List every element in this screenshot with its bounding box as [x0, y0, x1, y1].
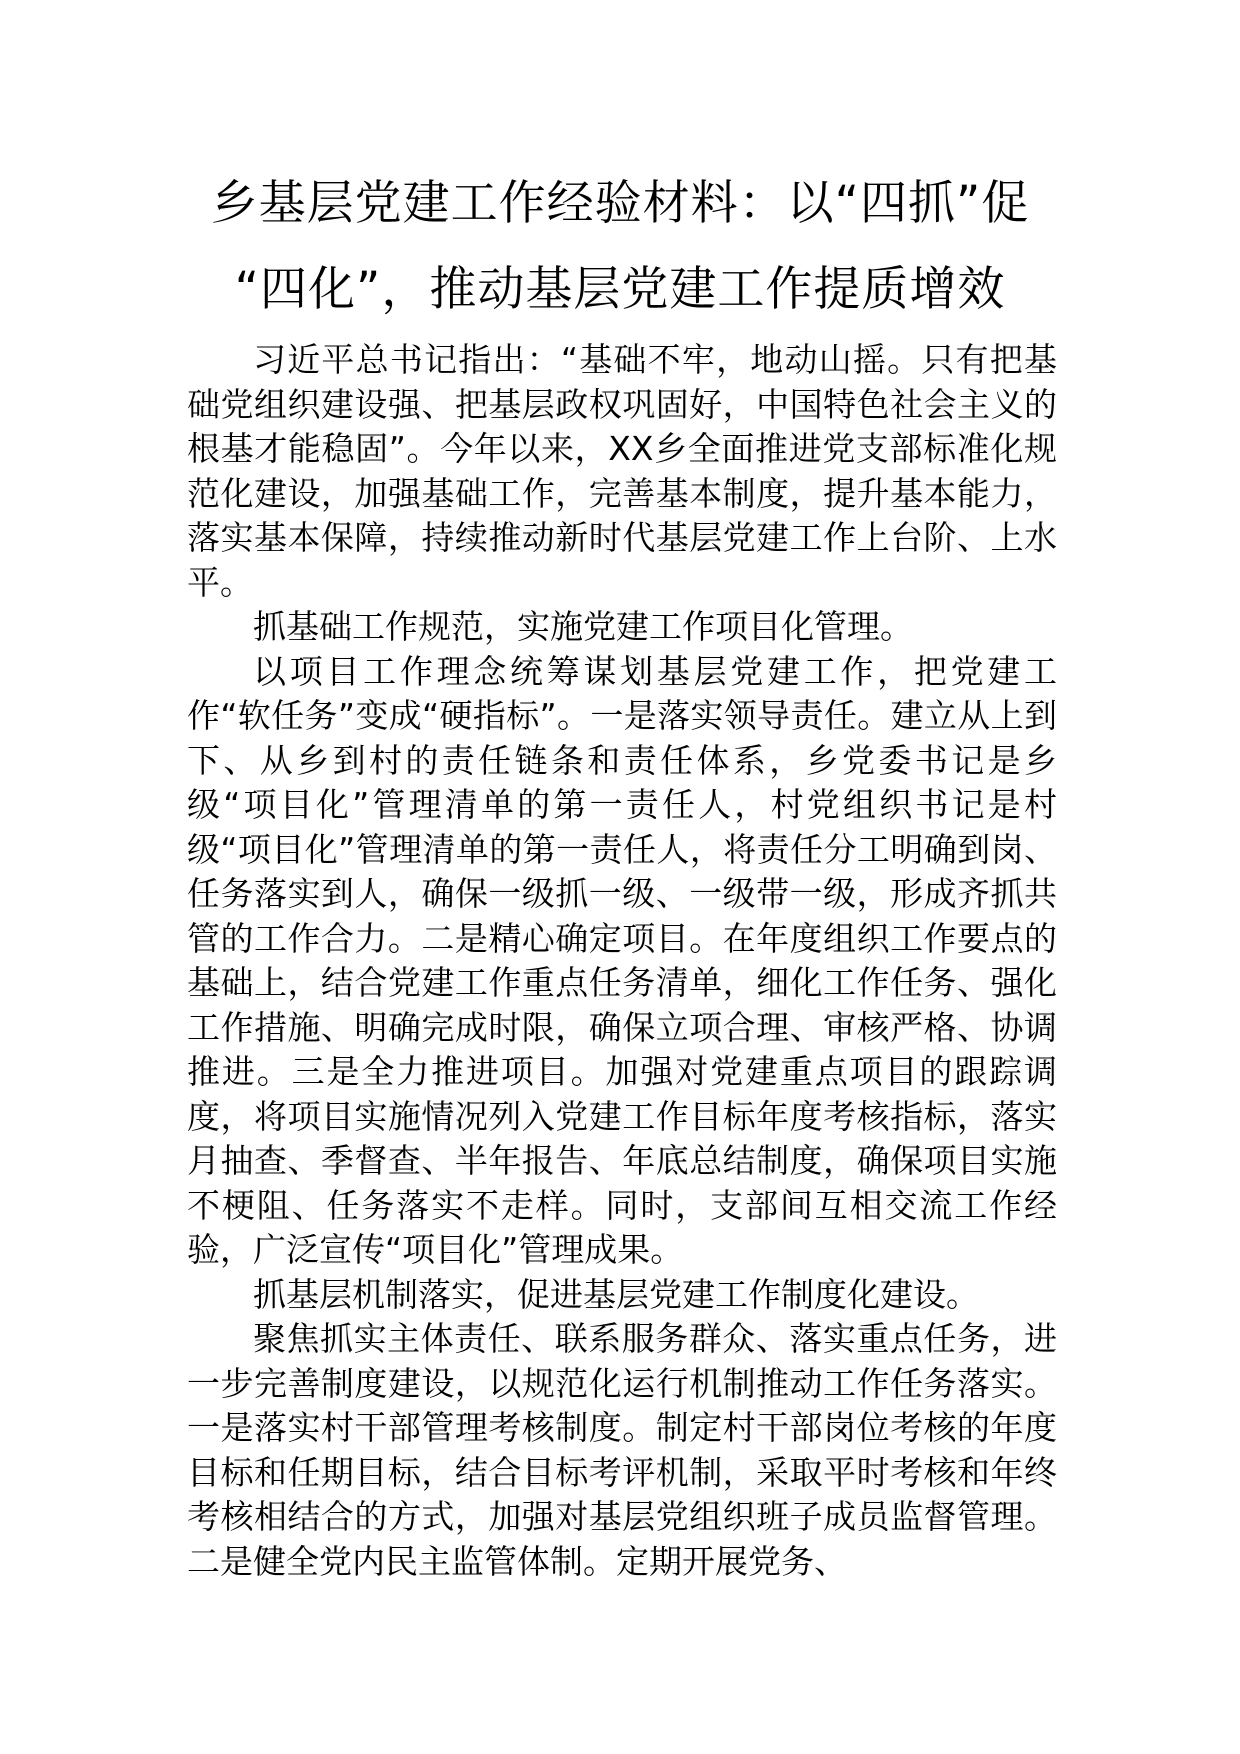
paragraph-section-2: 聚焦抓实主体责任、联系服务群众、落实重点任务，进一步完善制度建设，以规范化运行机制推动工作任务落实。一是落实村干部管理考核制度。制定村干部岗位考核的年度目标和任期目标，结合目标考评机制，采取平时考核和年终考核相结合的方式，加强对基层党组织班子成员监督管理。二是健全党内民主监管体制。定期开展党务、: [187, 1319, 1057, 1581]
section-heading-1: 抓基础工作规范，实施党建工作项目化管理。: [253, 607, 913, 646]
paragraph-intro: 习近平总书记指出：“基础不牢，地动山摇。只有把基础党组织建设强、把基层政权巩固好，中国特色社会主义的根基才能稳固”。今年以来，XX乡全面推进党支部标准化规范化建设，加强基础工作，完善基本制度，提升基本能力，落实基本保障，持续推动新时代基层党建工作上台阶、上水平。: [187, 340, 1057, 602]
document-title-line-2: “四化”，推动基层党建工作提质增效: [234, 262, 1006, 317]
document-title-line-1: 乡基层党建工作经验材料：以“四抓”促: [210, 176, 1030, 231]
section-heading-2: 抓基层机制落实，促进基层党建工作制度化建设。: [253, 1274, 979, 1314]
document-body: [187, 338, 1057, 1584]
paragraph-section-1: 以项目工作理念统筹谋划基层党建工作，把党建工作“软任务”变成“硬指标”。一是落实领导责任。建立从上到下、从乡到村的责任链条和责任体系，乡党委书记是乡级“项目化”管理清单的第一责任人，村党组织书记是村级“项目化”管理清单的第一责任人，将责任分工明确到岗、任务落实到人，确保一级抓一级、一级带一级，形成齐抓共管的工作合力。二是精心确定项目。在年度组织工作要点的基础上，结合党建工作重点任务清单，细化工作任务、强化工作措施、明确完成时限，确保立项合理、审核严格、协调推进。三是全力推进项目。加强对党建重点项目的跟踪调度，将项目实施情况列入党建工作目标年度考核指标，落实月抽查、季督查、半年报告、年底总结制度，确保项目实施不梗阻、任务落实不走样。同时，支部间互相交流工作经验，广泛宣传“项目化”管理成果。: [187, 651, 1057, 1269]
